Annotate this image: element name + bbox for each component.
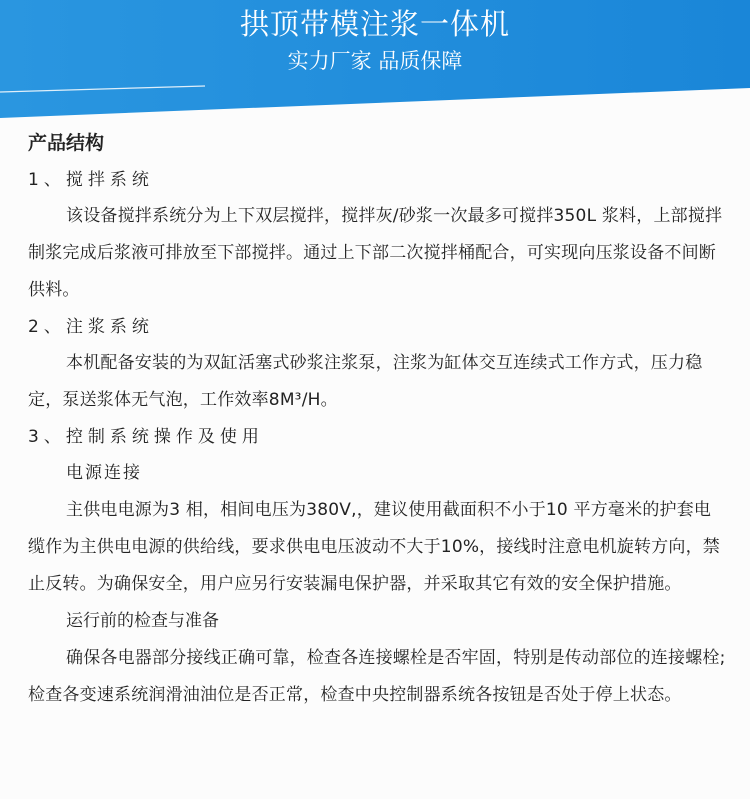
banner-subtitle: 实力厂家 品质保障: [287, 49, 463, 73]
pre-run-check-text: 确保各电器部分接线正确可靠，检查各连接螺栓是否牢固，特别是传动部位的连接螺栓;检查各变速系统润滑油油位是否正常，检查中央控制器系统各按钮是否处于停上状态。: [28, 648, 726, 705]
pre-run-check-title: 运行前的检查与准备: [66, 611, 219, 631]
power-connection-text: 主供电电源为3 相，相间电压为380V,，建议使用截面积不小于10 平方毫米的护套电缆作为主供电电源的供给线，要求供电电压波动不大于10%，接线时注意电机旋转方向，禁止反转。为确保安全，用户应另行安装漏电保护器，并采取其它有效的安全保护措施。: [28, 500, 720, 594]
grouting-system-text: 本机配备安装的为双缸活塞式砂浆注浆泵，注浆为缸体交互连续式工作方式，压力稳定，泵送浆体无气泡，工作效率8M³/H。: [28, 353, 703, 410]
section-heading: 产品结构: [28, 132, 105, 154]
mixing-system-text: 该设备搅拌系统分为上下双层搅拌，搅拌灰/砂浆一次最多可搅拌350L 浆料，上部搅拌制浆完成后浆液可排放至下部搅拌。通过上下部二次搅拌桶配合，可实现向压浆设备不间断供料。: [28, 206, 723, 300]
banner: [0, 0, 750, 120]
banner-title: 拱顶带模注浆一体机: [239, 7, 510, 41]
grouting-system-title: 2、注浆系统: [28, 317, 154, 337]
mixing-system-title: 1、搅拌系统: [28, 170, 154, 190]
control-system-title: 3、控制系统操作及使用: [28, 427, 264, 447]
power-connection-title: 电源连接: [66, 463, 142, 483]
product-structure-content: [28, 128, 728, 714]
